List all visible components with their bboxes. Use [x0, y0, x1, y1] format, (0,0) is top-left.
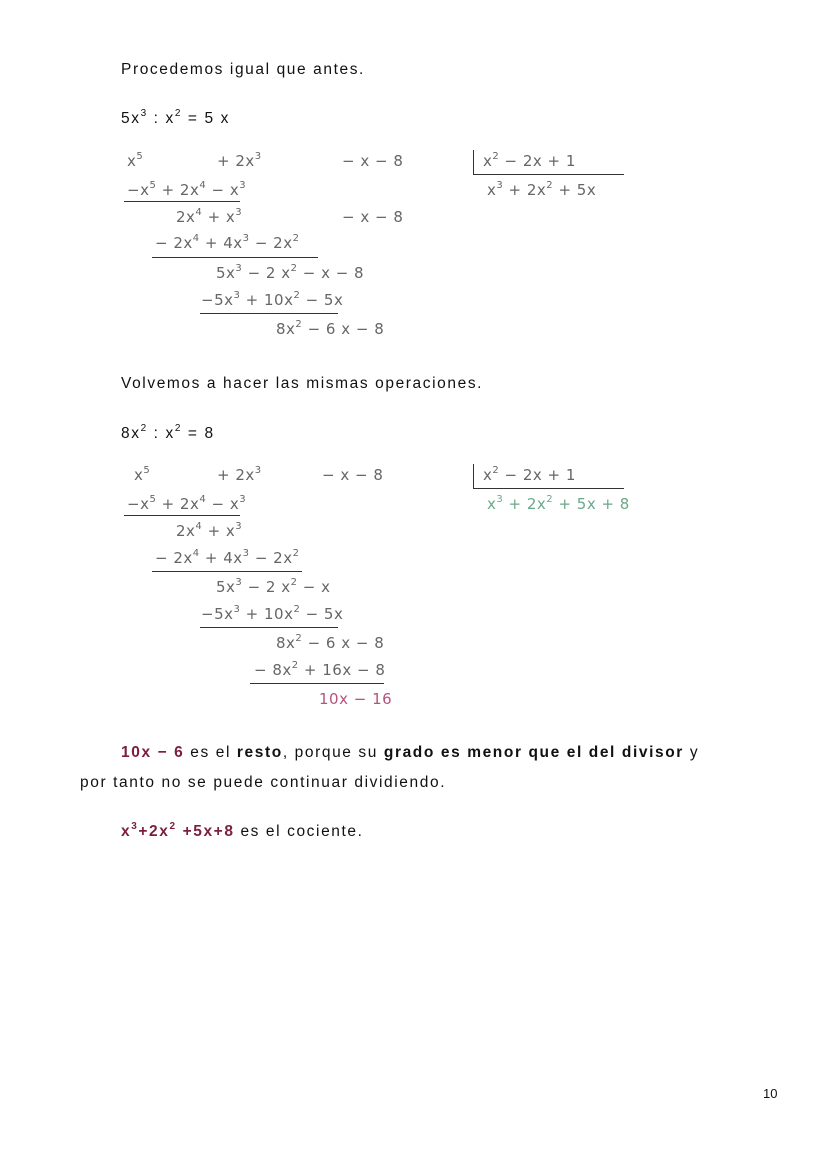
div1-row2: $2x^4 + x^3$: [176, 207, 243, 226]
div2-dividend-x5: $x^5$: [134, 465, 151, 484]
conclusion-line1: 10x − 6 es el resto, porque su grado es menor que el del divisor y: [121, 744, 700, 761]
quotient-highlight: $x^3+2x^2 +5x+8$: [121, 821, 235, 840]
div1-divisor: $x^2 - 2x + 1$: [483, 151, 576, 170]
div2-divisor: $x^2 - 2x + 1$: [483, 465, 576, 484]
mid-text: Volvemos a hacer las mismas operaciones.: [121, 375, 484, 392]
div1-dividend-tail: − x − 8: [342, 152, 404, 170]
page-number: 10: [763, 1086, 778, 1101]
div2-row5: $-5x^3 + 10x^2 - 5x$: [201, 604, 344, 623]
div2-row7: − $8x^2 + 16x - 8$: [254, 660, 386, 679]
div2-quotient: $x^3 + 2x^2 + 5x + 8$: [487, 494, 630, 513]
div2-dividend-tail: − x − 8: [322, 466, 384, 484]
conclusion-line2: por tanto no se puede continuar dividiendo.: [80, 774, 447, 791]
intro-text: Procedemos igual que antes.: [121, 61, 365, 78]
div1-row3: − $2x^4 + 4x^3 - 2x^2$: [155, 233, 300, 252]
div1-row4: $5x^3 - 2$ $x^2 - x - 8$: [216, 263, 365, 282]
div1-quotient: $x^3 + 2x^2 + 5x$: [487, 180, 597, 199]
div2-row6: $8x^2 - 6$ x − 8: [276, 633, 385, 652]
step1-equation: $5x^3$ : $x^2 = 5$ x: [121, 108, 230, 127]
cociente-line: $x^3+2x^2 +5x+8$ es el cociente.: [121, 821, 364, 840]
div2-row3: − $2x^4 + 4x^3 - 2x^2$: [155, 548, 300, 567]
div1-dividend-x5: $x^5$: [127, 151, 144, 170]
div1-dividend-2x3: + $2x^3$: [217, 151, 262, 170]
div2-row2: $2x^4 + x^3$: [176, 521, 243, 540]
div2-row4: $5x^3 - 2$ $x^2 - x$: [216, 577, 331, 596]
remainder-highlight: 10x − 6: [121, 744, 185, 761]
step2-equation: $8x^2$ : $x^2 = 8$: [121, 423, 215, 442]
div1-row5: $-5x^3 + 10x^2 - 5x$: [201, 290, 344, 309]
div1-row6: $8x^2 - 6$ x − 8: [276, 319, 385, 338]
div2-remainder: 10x − 16: [319, 690, 393, 708]
div1-row1: $-x^5 + 2x^4 - x^3$: [127, 180, 247, 199]
div2-dividend-2x3: + $2x^3$: [217, 465, 262, 484]
div2-row1: $-x^5 + 2x^4 - x^3$: [127, 494, 247, 513]
div1-row2-tail: − x − 8: [342, 208, 404, 226]
